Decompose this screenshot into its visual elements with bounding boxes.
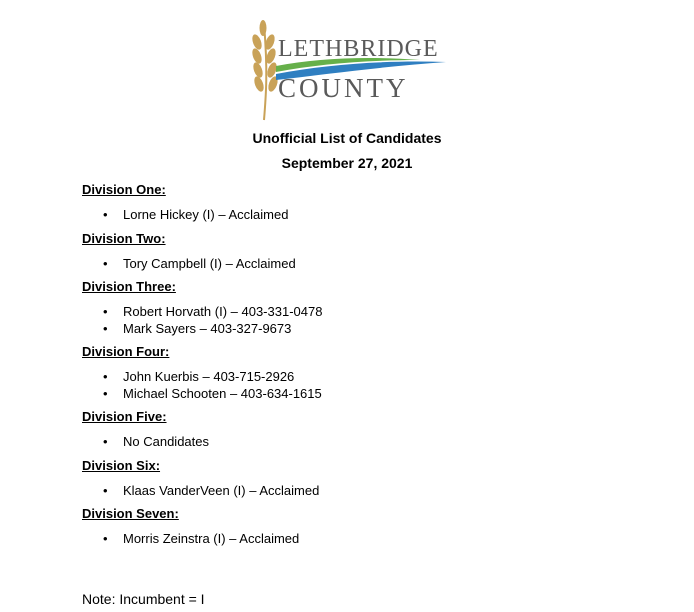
logo-text-county: COUNTY [278,73,409,103]
candidate-text: Robert Horvath (I) – 403-331-0478 [123,304,323,319]
division-five [82,409,642,451]
logo-text-lethbridge: LETHBRIDGE [278,36,439,62]
bullet-icon: • [103,434,108,449]
candidate-item [82,321,642,338]
candidate-item [82,256,642,273]
divisions-list [82,182,642,555]
division-heading: Division Four: [82,344,170,359]
bullet-icon: • [103,531,108,546]
division-six [82,458,642,500]
candidate-text: Klaas VanderVeen (I) – Acclaimed [123,482,320,498]
division-heading: Division One: [82,182,166,197]
bullet-icon: • [103,482,108,498]
bullet-icon: • [103,207,108,222]
division-four [82,344,642,402]
candidate-item [82,207,642,224]
candidate-item [82,304,642,321]
bullet-icon: • [103,304,108,319]
candidate-item [82,483,642,500]
candidate-text: Lorne Hickey (I) – Acclaimed [123,207,289,222]
division-seven [82,506,642,548]
bullet-icon: • [103,385,108,401]
division-heading: Division Three: [82,279,176,294]
document-date: September 27, 2021 [281,155,413,171]
candidate-item [82,386,642,403]
wheat-icon [251,20,280,120]
candidate-text: Tory Campbell (I) – Acclaimed [123,255,296,271]
candidate-text: Mark Sayers – 403-327-9673 [123,320,292,336]
division-two [82,231,642,273]
division-heading: Division Six: [82,457,161,473]
candidate-item [82,434,642,451]
candidate-text: John Kuerbis – 403-715-2926 [123,369,295,384]
document-title: Unofficial List of Candidates [252,130,442,146]
candidate-text: Michael Schooten – 403-634-1615 [123,385,322,401]
division-one [82,182,642,224]
candidate-text: Morris Zeinstra (I) – Acclaimed [123,531,300,546]
candidate-item [82,531,642,548]
division-three [82,279,642,337]
division-heading: Division Five: [82,409,167,424]
incumbent-note: Note: Incumbent = I [82,591,205,607]
division-heading: Division Seven: [82,506,179,521]
candidate-text: No Candidates [123,434,209,449]
bullet-icon: • [103,255,108,271]
lethbridge-county-logo [248,16,448,122]
division-heading: Division Two: [82,230,166,246]
bullet-icon: • [103,320,108,336]
candidate-item [82,369,642,386]
bullet-icon: • [103,369,108,384]
